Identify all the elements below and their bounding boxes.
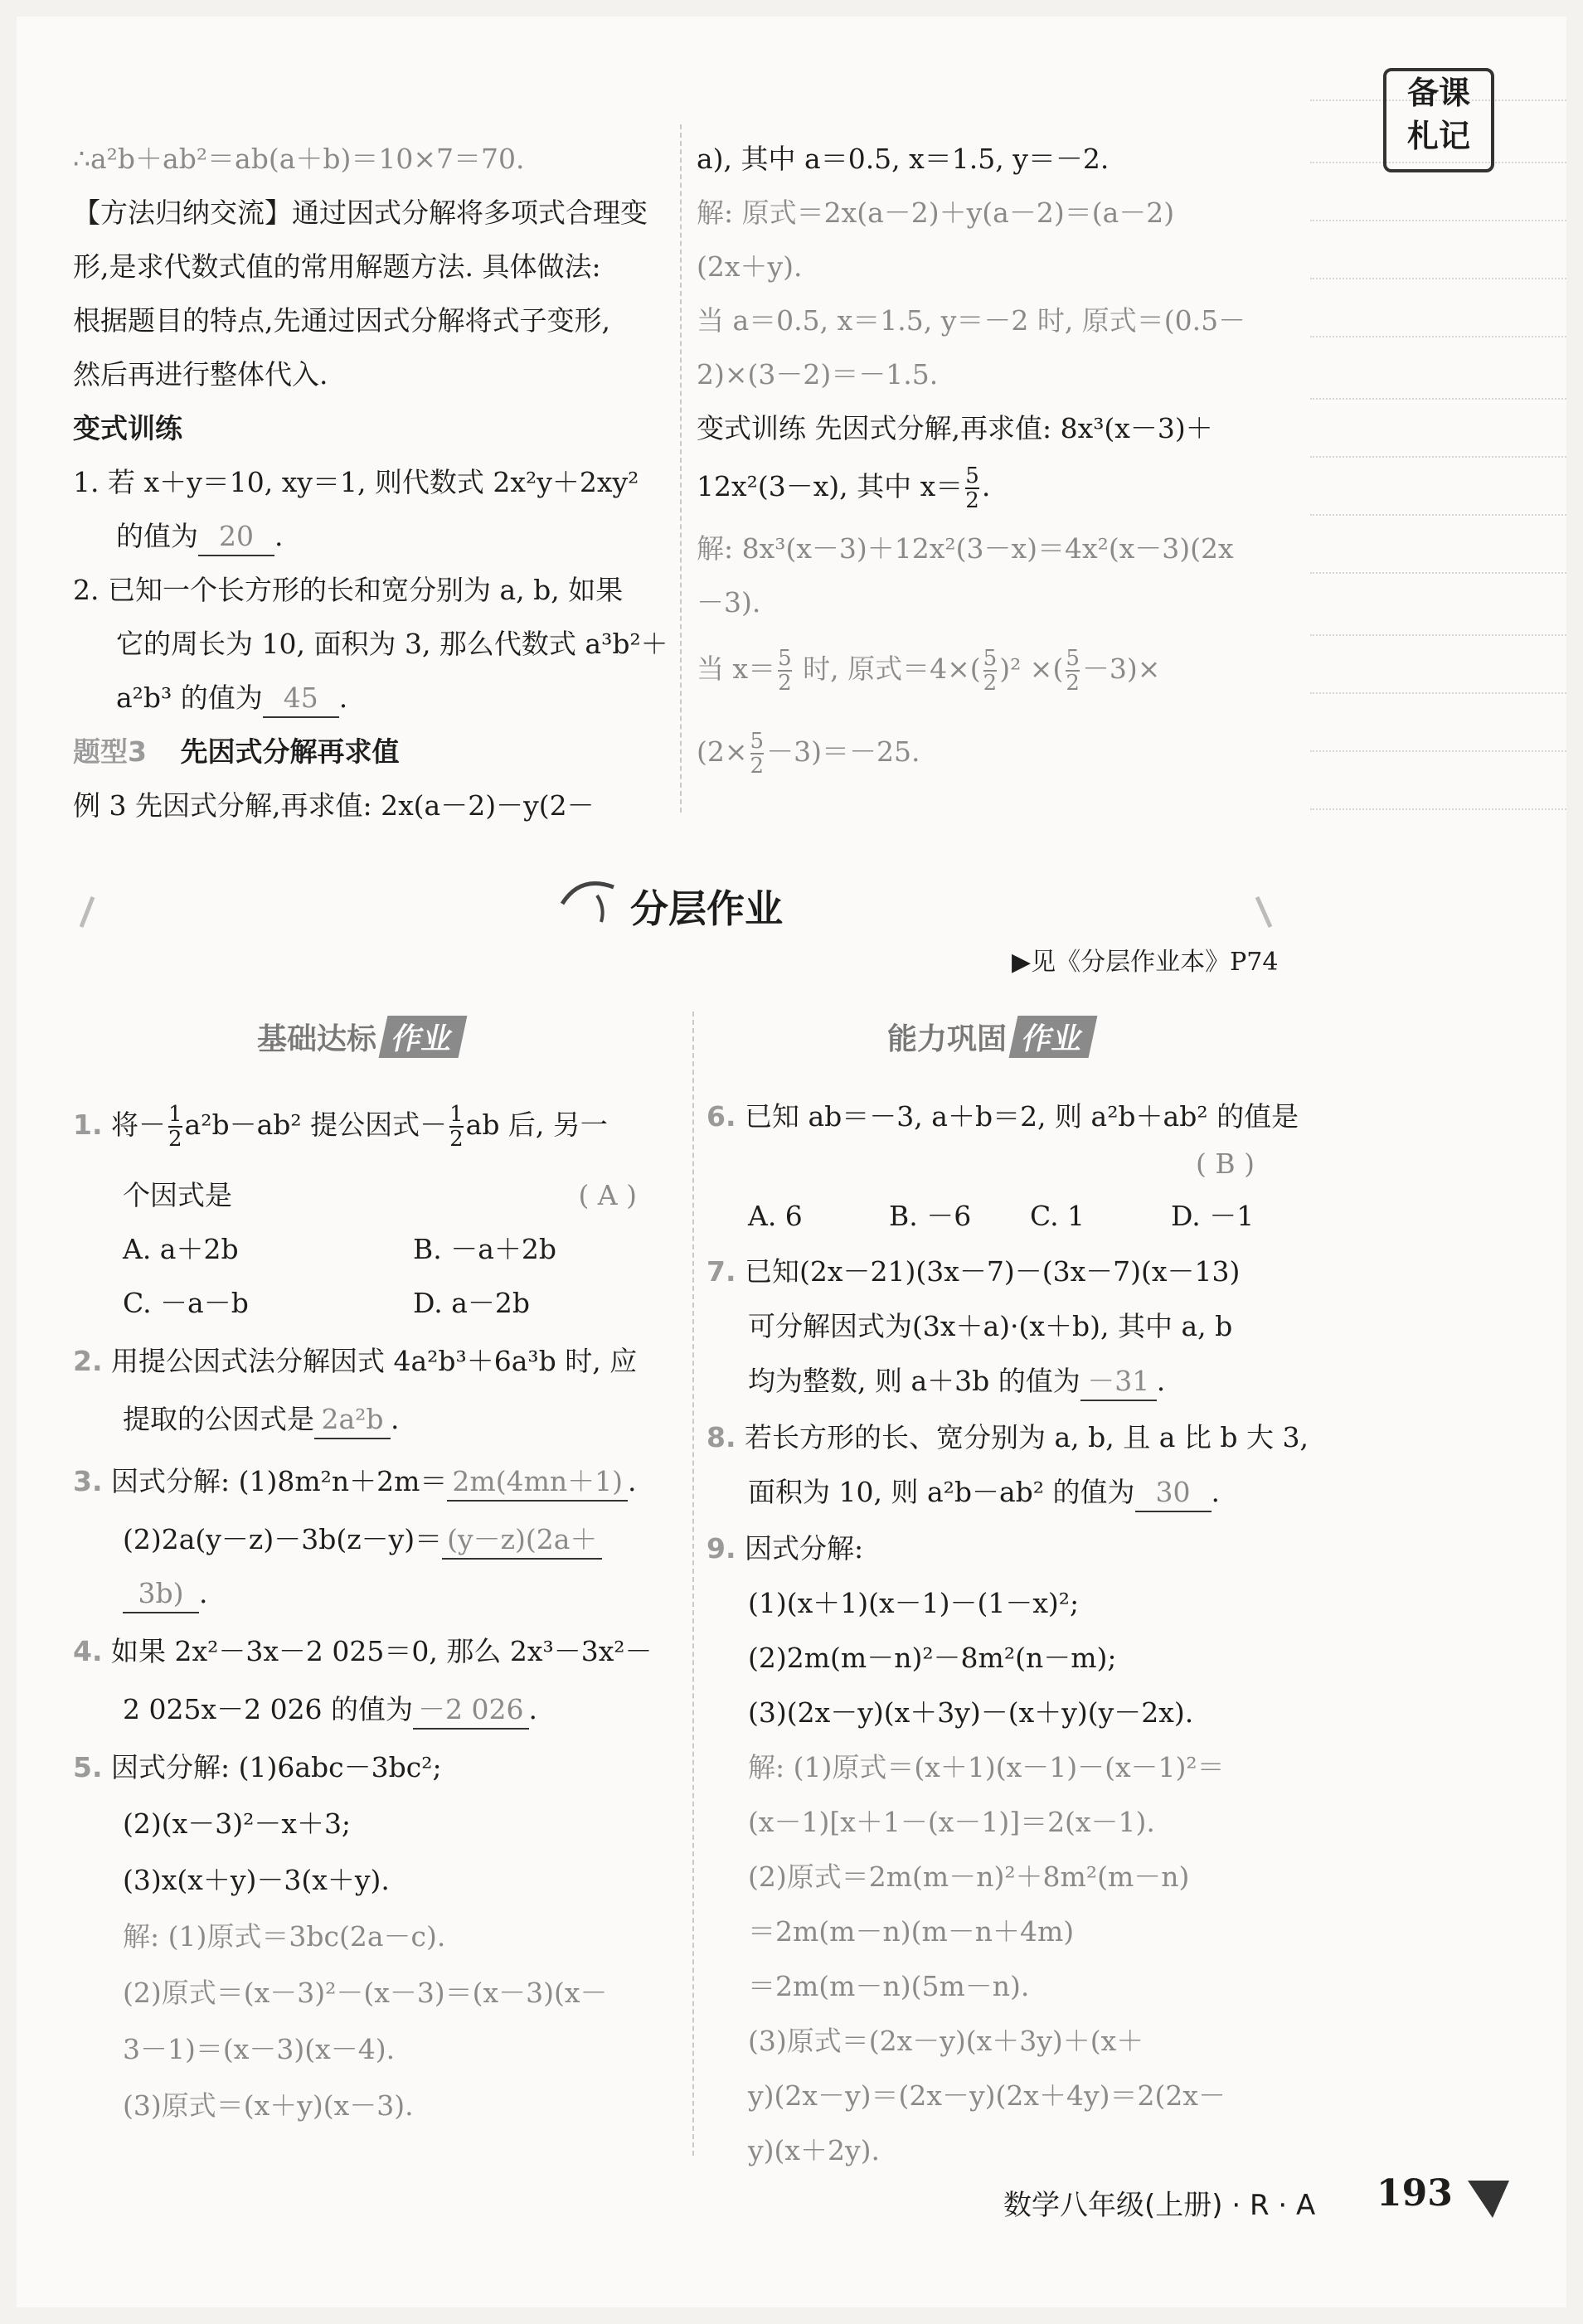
notes-stamp bbox=[1383, 68, 1494, 172]
option-c: C. －a－b bbox=[123, 1287, 249, 1319]
tab-advanced: 能力巩固 作业 bbox=[887, 1016, 1093, 1058]
text-line: 当 x＝ $\frac{5}{2}$ 时, 原式＝4×( $\frac{5}{2}$ )² ×( $\frac{5}{2}$ －3)× bbox=[697, 646, 1161, 696]
text-line: (2)(x－3)²－x＋3; bbox=[123, 1807, 352, 1840]
text-line: (3)(2x－y)(x＋3y)－(x＋y)(y－2x). bbox=[748, 1696, 1194, 1729]
corner-arrow-icon bbox=[1464, 2172, 1513, 2222]
question-9: 9. 因式分解: bbox=[707, 1532, 864, 1565]
solution-line: (3)原式＝(x＋y)(x－3). bbox=[123, 2089, 414, 2122]
text-line: 然后再进行整体代入. bbox=[73, 358, 328, 391]
q2-prompt: a²b³ 的值为 bbox=[116, 682, 263, 714]
q3-answer1-blank: 2m(4mn＋1) bbox=[447, 1463, 628, 1502]
homework-tag: 作业 bbox=[1009, 1016, 1098, 1058]
option-a: A. a＋2b bbox=[123, 1233, 239, 1265]
q3-answer2-blank: (y－z)(2a＋ bbox=[442, 1521, 602, 1560]
question-4: 4. 如果 2x²－3x－2 025＝0, 那么 2x³－3x²－ bbox=[73, 1635, 653, 1667]
solution-line: (2)原式＝(x－3)²－(x－3)＝(x－3)(x－ bbox=[123, 1977, 608, 2009]
text-line: －3). bbox=[697, 586, 761, 619]
section-title: 分层作业 bbox=[630, 886, 783, 931]
text-line: a), 其中 a＝0.5, x＝1.5, y＝－2. bbox=[697, 143, 1110, 175]
text-line: 解: 原式＝2x(a－2)＋y(a－2)＝(a－2) bbox=[697, 196, 1175, 229]
solution-line: (3)原式＝(2x－y)(x＋3y)＋(x＋ bbox=[748, 2025, 1144, 2057]
homework-reference: ▶见《分层作业本》P74 bbox=[1012, 948, 1279, 977]
stamp-line1: 备课 bbox=[1406, 75, 1470, 111]
footer-book-title: 数学八年级(上册) · R · A bbox=[1003, 2189, 1316, 2222]
text-line: (2× $\frac{5}{2}$ －3)＝－25. bbox=[697, 729, 920, 779]
text-line: a²b³ 的值为 45 . bbox=[116, 680, 347, 718]
text-line: 12x²(3－x), 其中 x＝ $\frac{5}{2}$ . bbox=[697, 463, 991, 513]
solution-line: 解: (1)原式＝3bc(2a－c). bbox=[123, 1920, 446, 1953]
option-d: D. －1 bbox=[1171, 1200, 1255, 1232]
text-line: (2x＋y). bbox=[697, 250, 803, 283]
page bbox=[17, 17, 1566, 2307]
question-4-line2: 2 025x－2 026 的值为 －2 026 . bbox=[123, 1691, 537, 1730]
question-2-line2: 提取的公因式是 2a²b . bbox=[123, 1401, 400, 1439]
solution-line: 3－1)＝(x－3)(x－4). bbox=[123, 2033, 396, 2065]
question-7: 7. 已知(2x－21)(3x－7)－(3x－7)(x－13) bbox=[707, 1255, 1241, 1288]
option-c: C. 1 bbox=[1030, 1200, 1085, 1232]
question-6: 6. 已知 ab＝－3, a＋b＝2, 则 a²b＋ab² 的值是 bbox=[707, 1100, 1299, 1133]
text-line: 可分解因式为(3x＋a)·(x＋b), 其中 a, b bbox=[748, 1310, 1233, 1342]
page-number: 193 bbox=[1377, 2172, 1453, 2215]
question-1-line2: 个因式是 ( A ) bbox=[123, 1177, 637, 1214]
solution-line: y)(2x－y)＝(2x－y)(2x＋4y)＝2(2x－ bbox=[748, 2079, 1226, 2112]
variant-training-heading: 变式训练 bbox=[73, 412, 182, 444]
text-line: 它的周长为 10, 面积为 3, 那么代数式 a³b²＋ bbox=[116, 628, 668, 660]
q2-answer-blank: 2a²b bbox=[314, 1401, 391, 1439]
solution-line: (x－1)[x＋1－(x－1)]＝2(x－1). bbox=[748, 1806, 1155, 1838]
text-line: 的值为 20 . bbox=[116, 518, 284, 556]
question-type-title: 先因式分解再求值 bbox=[180, 735, 400, 768]
solution-line: y)(x＋2y). bbox=[748, 2134, 881, 2166]
option-d: D. a－2b bbox=[413, 1287, 531, 1319]
question-8: 8. 若长方形的长、宽分别为 a, b, 且 a 比 b 大 3, bbox=[707, 1421, 1309, 1453]
q2-answer-blank: 45 bbox=[263, 680, 339, 718]
text-line: (2)2m(m－n)²－8m²(n－m); bbox=[748, 1642, 1117, 1674]
text-line: 面积为 10, 则 a²b－ab² 的值为 30 . bbox=[748, 1474, 1220, 1512]
q4-answer-blank: －2 026 bbox=[413, 1691, 528, 1730]
q7-answer-blank: －31 bbox=[1080, 1363, 1157, 1401]
text-line: (1)(x＋1)(x－1)－(1－x)²; bbox=[748, 1587, 1080, 1619]
swoosh-icon bbox=[556, 871, 622, 929]
column-divider bbox=[680, 124, 682, 813]
solution-line: (2)原式＝2m(m－n)²＋8m²(m－n) bbox=[748, 1861, 1190, 1893]
stamp-line2: 札记 bbox=[1406, 118, 1470, 154]
tab-basic: 基础达标 作业 bbox=[257, 1016, 463, 1058]
q6-choice-answer: ( B ) bbox=[1196, 1147, 1255, 1180]
homework-tag: 作业 bbox=[379, 1016, 468, 1058]
text-line: 【方法归纳交流】通过因式分解将多项式合理变 bbox=[73, 196, 648, 229]
question-5: 5. 因式分解: (1)6abc－3bc²; bbox=[73, 1751, 442, 1783]
solution-line: ＝2m(m－n)(5m－n). bbox=[748, 1970, 1030, 2002]
slash-decoration-icon bbox=[75, 895, 100, 929]
solution-line: ＝2m(m－n)(m－n＋4m) bbox=[748, 1915, 1075, 1948]
solution-line: 解: (1)原式＝(x＋1)(x－1)－(x－1)²＝ bbox=[748, 1751, 1225, 1783]
question-3-line3: 3b) . bbox=[123, 1575, 208, 1613]
question-1: 1. 将－ $\frac{1}{2}$ a²b－ab² 提公因式－ $\frac{1}{2}$ ab 后, 另一 bbox=[73, 1102, 608, 1152]
text-line: 2. 已知一个长方形的长和宽分别为 a, b, 如果 bbox=[73, 574, 624, 606]
question-type-label: 题型3 bbox=[73, 735, 147, 768]
option-b: B. －6 bbox=[889, 1200, 972, 1232]
text-line: 例 3 先因式分解,再求值: 2x(a－2)－y(2－ bbox=[73, 789, 595, 822]
text-line: 解: 8x³(x－3)＋12x²(3－x)＝4x²(x－3)(2x bbox=[697, 532, 1234, 565]
q1-answer-blank: 20 bbox=[198, 518, 274, 556]
text-line: 2)×(3－2)＝－1.5. bbox=[697, 358, 939, 391]
text-line: (3)x(x＋y)－3(x＋y). bbox=[123, 1864, 390, 1896]
question-3-line2: (2)2a(y－z)－3b(z－y)＝ (y－z)(2a＋ bbox=[123, 1521, 602, 1560]
option-b: B. －a＋2b bbox=[413, 1233, 557, 1265]
text-line: 当 a＝0.5, x＝1.5, y＝－2 时, 原式＝(0.5－ bbox=[697, 304, 1246, 337]
text-line: 变式训练 先因式分解,再求值: 8x³(x－3)＋ bbox=[697, 412, 1213, 444]
text-line: 1. 若 x＋y＝10, xy＝1, 则代数式 2x²y＋2xy² bbox=[73, 466, 639, 498]
option-a: A. 6 bbox=[748, 1200, 803, 1232]
slash-decoration-icon bbox=[1252, 895, 1277, 929]
text-line: ∴a²b＋ab²＝ab(a＋b)＝10×7＝70. bbox=[73, 143, 525, 175]
text-line: 均为整数, 则 a＋3b 的值为 －31 . bbox=[748, 1363, 1165, 1401]
text-line: 根据题目的特点,先通过因式分解将式子变形, bbox=[73, 304, 610, 337]
q1-choice-answer: ( A ) bbox=[578, 1179, 637, 1211]
q8-answer-blank: 30 bbox=[1135, 1474, 1212, 1512]
column-divider bbox=[692, 1012, 694, 2156]
question-3: 3. 因式分解: (1)8m²n＋2m＝ 2m(4mn＋1) . bbox=[73, 1463, 637, 1502]
text-line: 形,是求代数式值的常用解题方法. 具体做法: bbox=[73, 250, 601, 283]
question-type-heading bbox=[73, 734, 399, 770]
question-2: 2. 用提公因式法分解因式 4a²b³＋6a³b 时, 应 bbox=[73, 1345, 638, 1377]
q1-prompt: 的值为 bbox=[116, 520, 198, 552]
